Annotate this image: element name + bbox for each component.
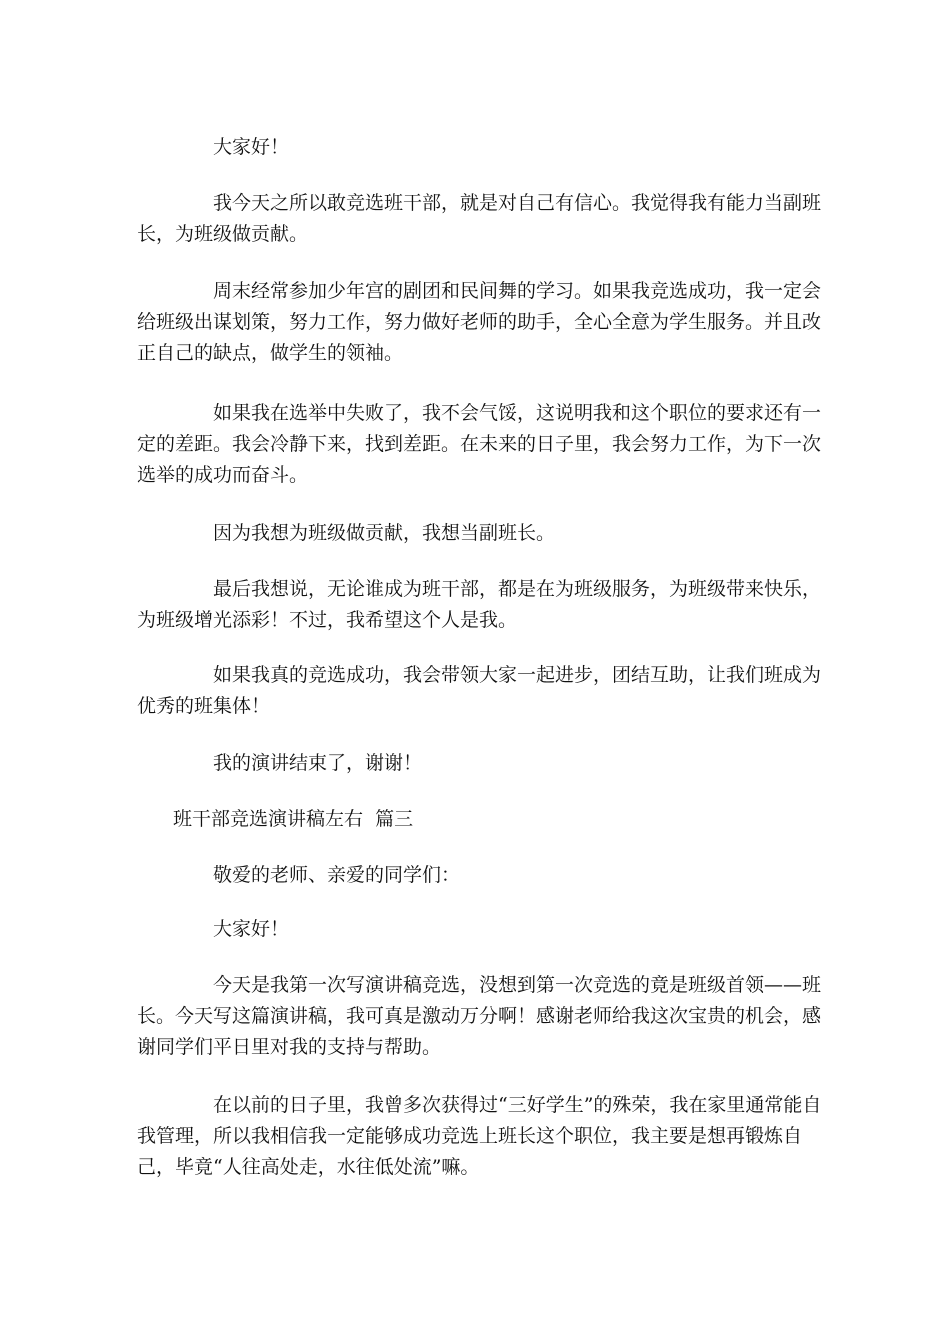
paragraph-greeting-2: 大家好！ bbox=[137, 918, 290, 940]
paragraph-greeting: 大家好！ bbox=[137, 136, 290, 158]
paragraph-honors: 在以前的日子里，我曾多次获得过“三好学生”的殊荣，我在家里通常能自我管理，所以我相信我一定能够成功竞选上班长这个职位，我主要是想再锻炼自己，毕竟“人往高处走，水往低处流”嘛。 bbox=[137, 1094, 822, 1178]
paragraph-closing: 我的演讲结束了，谢谢！ bbox=[137, 752, 423, 774]
paragraph-weekend: 周末经常参加少年宫的剧团和民间舞的学习。如果我竞选成功，我一定会给班级出谋划策，努力工作，努力做好老师的助手，全心全意为学生服务。并且改正自己的缺点，做学生的领袖。 bbox=[137, 280, 822, 364]
paragraph-confidence: 我今天之所以敢竞选班干部，就是对自己有信心。我觉得我有能力当副班长，为班级做贡献。 bbox=[137, 192, 822, 245]
paragraph-reason: 因为我想为班级做贡献，我想当副班长。 bbox=[137, 522, 556, 544]
paragraph-success: 如果我真的竞选成功，我会带领大家一起进步，团结互助，让我们班成为优秀的班集体！ bbox=[137, 664, 822, 717]
section-heading: 班干部竞选演讲稿左右 篇三 bbox=[173, 808, 414, 830]
paragraph-salutation: 敬爱的老师、亲爱的同学们： bbox=[137, 864, 461, 886]
paragraph-failure: 如果我在选举中失败了，我不会气馁，这说明我和这个职位的要求还有一定的差距。我会冷静下来，找到差距。在未来的日子里，我会努力工作，为下一次选举的成功而奋斗。 bbox=[137, 402, 822, 486]
paragraph-first-time: 今天是我第一次写演讲稿竞选，没想到第一次竞选的竟是班级首领——班长。今天写这篇演讲稿，我可真是激动万分啊！感谢老师给我这次宝贵的机会，感谢同学们平日里对我的支持与帮助。 bbox=[137, 974, 822, 1058]
paragraph-finally: 最后我想说，无论谁成为班干部，都是在为班级服务，为班级带来快乐，为班级增光添彩！不过，我希望这个人是我。 bbox=[137, 578, 822, 631]
